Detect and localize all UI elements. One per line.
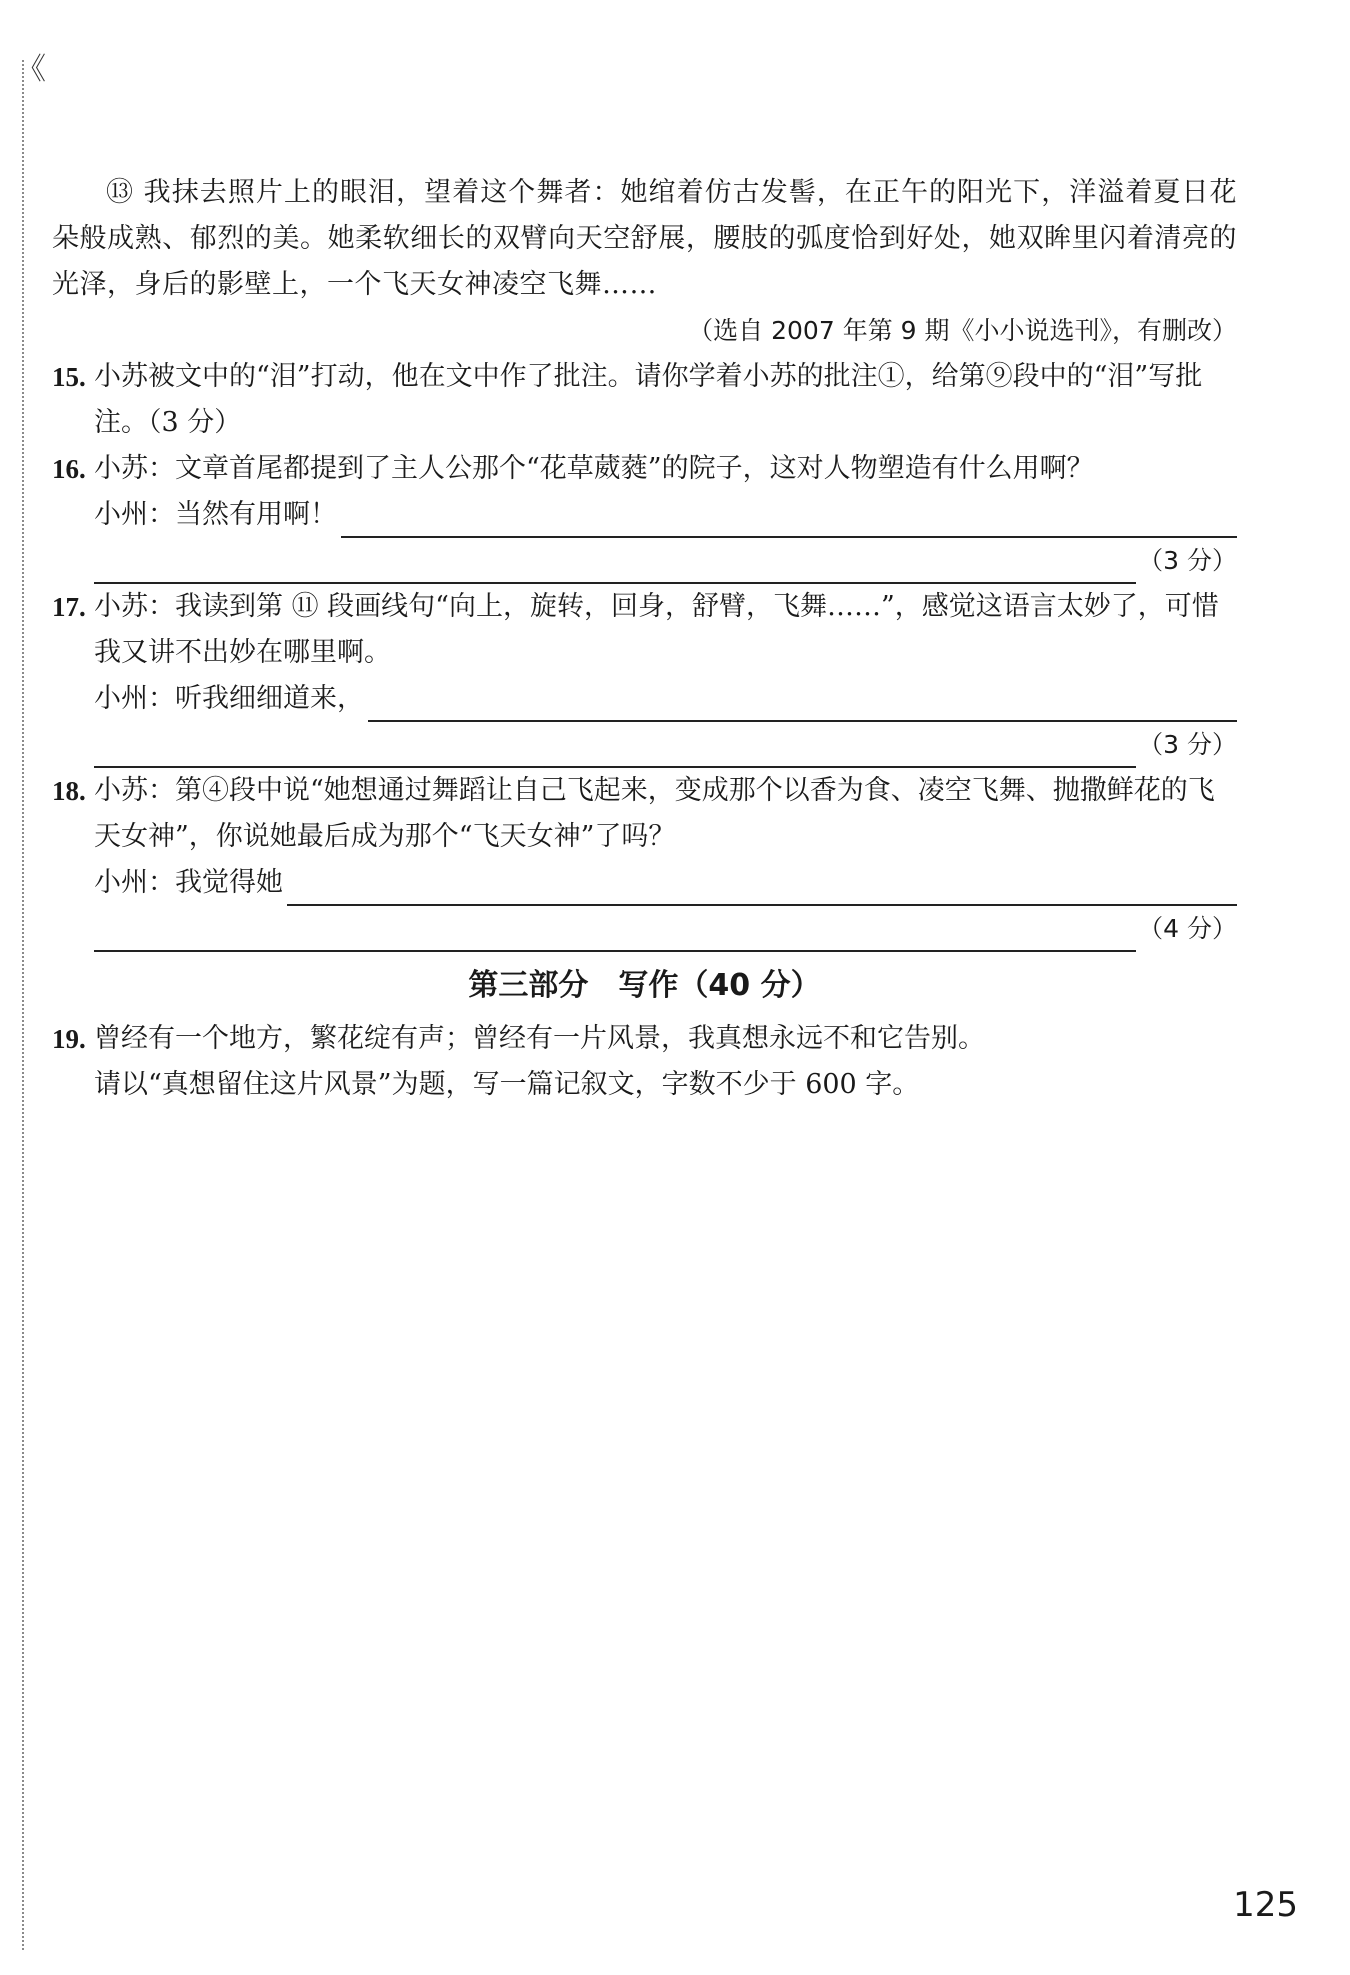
question-16: [52, 446, 1237, 492]
corner-mark: 《: [16, 52, 46, 87]
question-text: 小苏被文中的“泪”打动，他在文中作了批注。请你学着小苏的批注①，给第⑨段中的“泪”写批注。（3 分）: [94, 361, 1203, 438]
answer-blank[interactable]: [94, 546, 1136, 584]
answer-blank[interactable]: [94, 914, 1136, 952]
question-number: 19.: [52, 1024, 86, 1054]
question-number: 16.: [52, 454, 86, 484]
answer-line-18a[interactable]: [52, 860, 1237, 906]
answer-line-17b[interactable]: [52, 722, 1237, 768]
answer-blank[interactable]: [341, 500, 1237, 538]
score-label: （3 分）: [1138, 546, 1237, 575]
question-17: [52, 584, 1237, 676]
question-19: [52, 1016, 1237, 1062]
question-15: [52, 354, 1237, 446]
answer-line-16b[interactable]: [52, 538, 1237, 584]
reply-prefix: 小州：当然有用啊！: [94, 499, 337, 530]
question-18: [52, 768, 1237, 860]
answer-line-18b[interactable]: [52, 906, 1237, 952]
question-text: 曾经有一个地方，繁花绽有声；曾经有一片风景，我真想永远不和它告别。: [94, 1023, 985, 1054]
page-content: [52, 170, 1237, 1108]
page-number: 125: [1233, 1885, 1298, 1925]
answer-line-17a[interactable]: [52, 676, 1237, 722]
question-number: 15.: [52, 362, 86, 392]
answer-line-16a[interactable]: [52, 492, 1237, 538]
question-text: 小苏：文章首尾都提到了主人公那个“花草葳蕤”的院子，这对人物塑造有什么用啊？: [94, 453, 1094, 484]
passage-source: （选自 2007 年第 9 期《小小说选刊》，有删改）: [688, 316, 1237, 345]
question-number: 17.: [52, 592, 86, 622]
score-label: （4 分）: [1138, 914, 1237, 943]
question-19-instruction: 请以“真想留住这片风景”为题，写一篇记叙文，字数不少于 600 字。: [94, 1069, 920, 1100]
question-text: 小苏：我读到第 ⑪ 段画线句“向上，旋转，回身，舒臂，飞舞……”，感觉这语言太妙了，可惜我又讲不出妙在哪里啊。: [94, 591, 1219, 668]
answer-blank[interactable]: [368, 684, 1237, 722]
section-title-writing: 第三部分 写作（40 分）: [468, 968, 821, 1003]
question-number: 18.: [52, 776, 86, 806]
score-label: （3 分）: [1138, 730, 1237, 759]
reply-prefix: 小州：我觉得她: [94, 867, 283, 898]
reply-prefix: 小州：听我细细道来，: [94, 683, 364, 714]
answer-blank[interactable]: [94, 730, 1136, 768]
answer-blank[interactable]: [287, 868, 1237, 906]
passage-paragraph-13: ⑬ 我抹去照片上的眼泪，望着这个舞者：她绾着仿古发髻，在正午的阳光下，洋溢着夏日花朵般成熟、郁烈的美。她柔软细长的双臂向天空舒展，腰肢的弧度恰到好处，她双眸里闪着清亮的光泽，身后的影壁上，一个飞天女神凌空飞舞……: [52, 177, 1237, 300]
question-text: 小苏：第④段中说“她想通过舞蹈让自己飞起来，变成那个以香为食、凌空飞舞、抛撒鲜花的飞天女神”，你说她最后成为那个“飞天女神”了吗？: [94, 775, 1215, 852]
binding-margin-line: [22, 60, 24, 1950]
